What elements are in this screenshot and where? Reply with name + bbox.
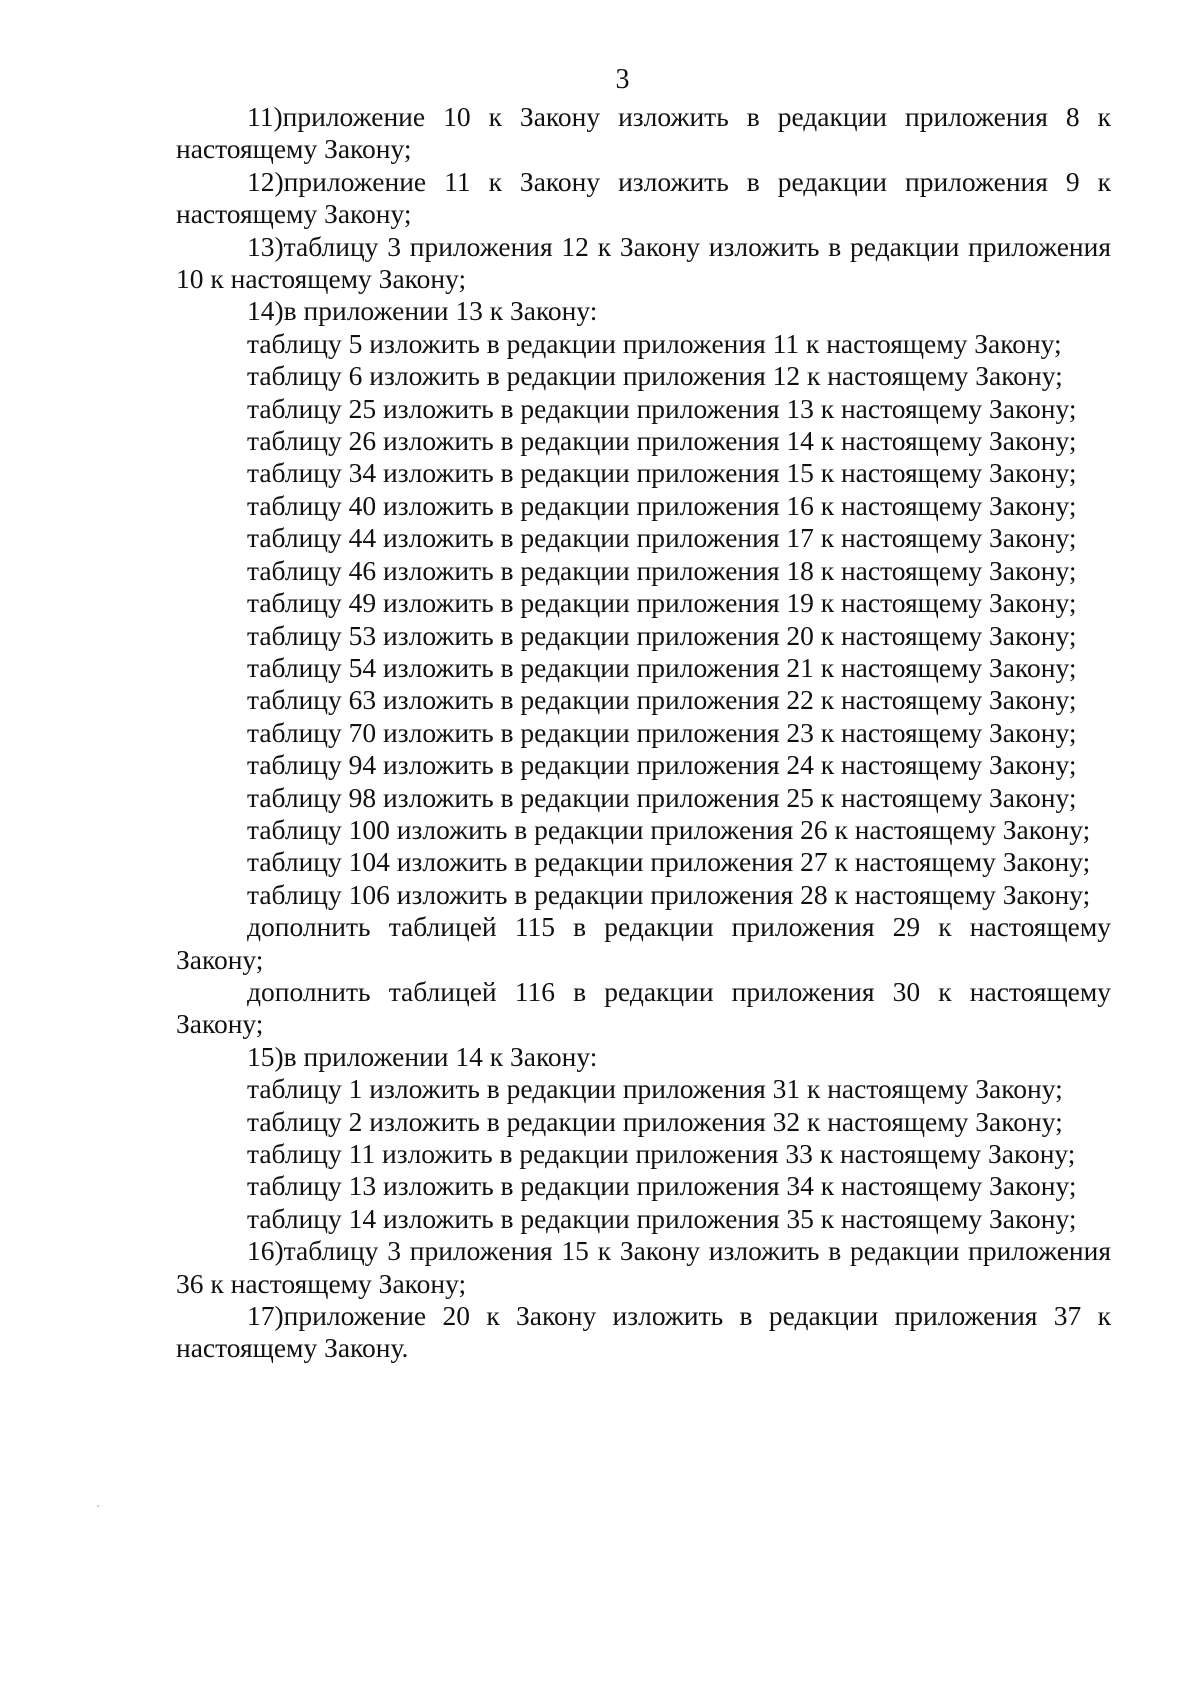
amendment-item-17: 17)приложение 20 к Закону изложить в редакции приложения 37 к настоящему Закону. <box>176 1300 1111 1364</box>
sub-item: таблицу 98 изложить в редакции приложения 25 к настоящему Закону; <box>247 781 1077 813</box>
amendment-item-13: 13)таблицу 3 приложения 12 к Закону изложить в редакции приложения 10 к настоящему Закону; <box>176 230 1111 295</box>
sub-item: таблицу 100 изложить в редакции приложения 26 к настоящему Закону; <box>247 813 1091 845</box>
amendment-item-11: 11)приложение 10 к Закону изложить в редакции приложения 8 к настоящему Закону; <box>176 101 1111 165</box>
sub-item: таблицу 53 изложить в редакции приложения 20 к настоящему Закону; <box>247 619 1077 651</box>
sub-item: таблицу 25 изложить в редакции приложения 13 к настоящему Закону; <box>247 392 1077 424</box>
sub-item: таблицу 2 изложить в редакции приложения 32 к настоящему Закону; <box>247 1105 1063 1137</box>
addition-item: дополнить таблицей 115 в редакции приложения 29 к настоящему Закону; <box>176 911 1111 975</box>
sub-item: таблицу 44 изложить в редакции приложения 17 к настоящему Закону; <box>247 522 1077 554</box>
sub-item: таблицу 104 изложить в редакции приложения 27 к настоящему Закону; <box>247 846 1091 878</box>
sub-item: таблицу 1 изложить в редакции приложения 31 к настоящему Закону; <box>247 1073 1063 1105</box>
sub-item: таблицу 49 изложить в редакции приложения 19 к настоящему Закону; <box>247 587 1077 619</box>
amendment-item-12: 12)приложение 11 к Закону изложить в редакции приложения 9 к настоящему Закону; <box>176 165 1111 230</box>
sub-item: таблицу 40 изложить в редакции приложения 16 к настоящему Закону; <box>247 489 1077 521</box>
sub-item: таблицу 6 изложить в редакции приложения 12 к настоящему Закону; <box>247 360 1063 392</box>
sub-item: таблицу 70 изложить в редакции приложения 23 к настоящему Закону; <box>247 716 1077 748</box>
sub-item: таблицу 34 изложить в редакции приложения 15 к настоящему Закону; <box>247 457 1077 489</box>
page-number: 3 <box>615 64 630 95</box>
sub-item: таблицу 11 изложить в редакции приложения 33 к настоящему Закону; <box>247 1138 1076 1169</box>
scan-speck <box>97 1505 99 1507</box>
amendment-item-14: 14)в приложении 13 к Закону: <box>247 295 598 327</box>
sub-item: таблицу 54 изложить в редакции приложения 21 к настоящему Закону; <box>247 651 1077 683</box>
amendment-item-16: 16)таблицу 3 приложения 15 к Закону изложить в редакции приложения 36 к настоящему Закону; <box>176 1235 1111 1299</box>
sub-item: таблицу 63 изложить в редакции приложения 22 к настоящему Закону; <box>247 684 1077 716</box>
addition-item: дополнить таблицей 116 в редакции приложения 30 к настоящему Закону; <box>176 975 1111 1040</box>
amendment-item-15: 15)в приложении 14 к Закону: <box>247 1040 598 1072</box>
sub-item: таблицу 13 изложить в редакции приложения 34 к настоящему Закону; <box>247 1170 1077 1202</box>
sub-item: таблицу 26 изложить в редакции приложения 14 к настоящему Закону; <box>247 425 1077 457</box>
sub-item: таблицу 94 изложить в редакции приложения 24 к настоящему Закону; <box>247 749 1077 781</box>
sub-item: таблицу 5 изложить в редакции приложения 11 к настоящему Закону; <box>247 327 1062 359</box>
sub-item: таблицу 14 изложить в редакции приложения 35 к настоящему Закону; <box>247 1202 1077 1234</box>
sub-item: таблицу 46 изложить в редакции приложения 18 к настоящему Закону; <box>247 554 1077 586</box>
sub-item: таблицу 106 изложить в редакции приложения 28 к настоящему Закону; <box>247 878 1091 910</box>
document-body <box>176 101 1111 1365</box>
